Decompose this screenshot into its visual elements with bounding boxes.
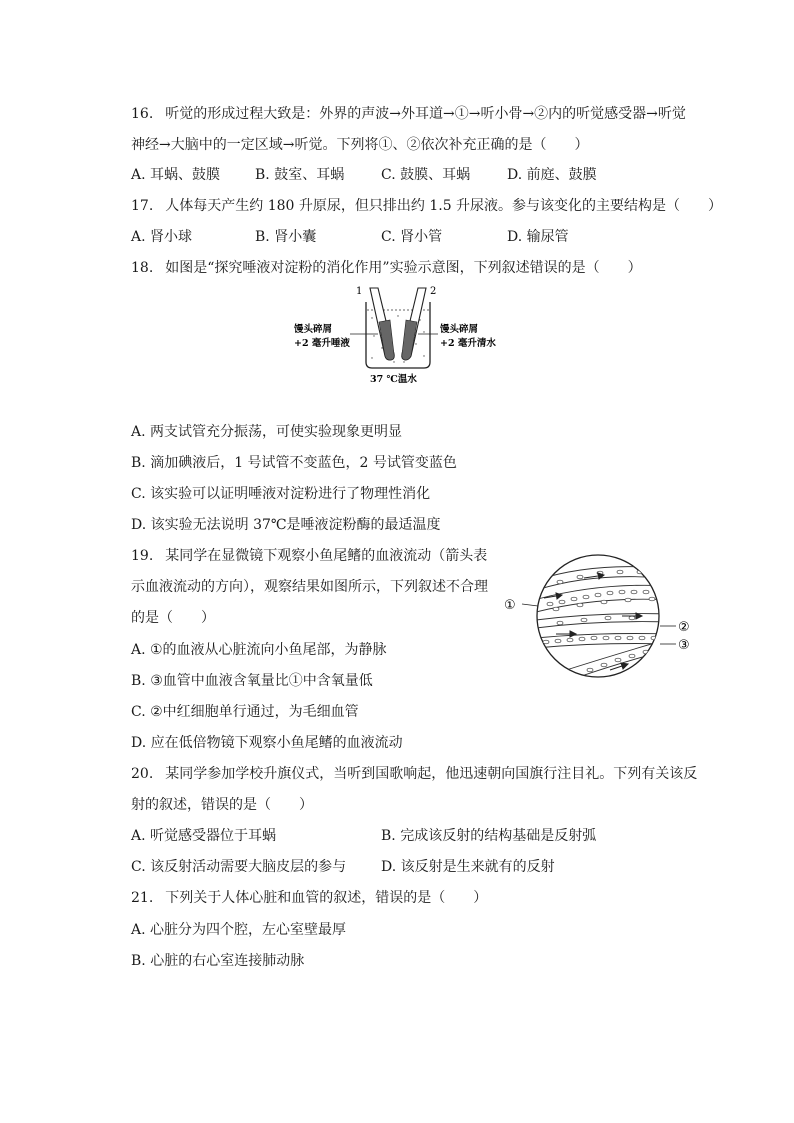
q20-option-b: B. 完成该反射的结构基础是反射弧 (381, 828, 597, 844)
temperature-label: 37 ℃温水 (370, 374, 417, 385)
right-label-a: 馒头碎屑 (440, 324, 479, 335)
q17-option-a: A. 肾小球 (131, 229, 193, 245)
q21-option-a: A. 心脏分为四个腔，左心室壁最厚 (131, 922, 347, 938)
q16-option-b: B. 鼓室、耳蜗 (255, 167, 345, 183)
question-number: 17. (131, 198, 154, 214)
q16-option-a: A. 耳蜗、鼓膜 (131, 167, 221, 183)
question-number: 19. (131, 548, 154, 564)
question-17-line-1: 17. 人体每天产生约 180 升原尿，但只排出约 1.5 升尿液。参与该变化的主要结构是（ ） (131, 198, 723, 214)
q16-option-c: C. 鼓膜、耳蜗 (381, 167, 471, 183)
fish-tail-blood-flow-figure (500, 548, 700, 688)
q20-option-d: D. 该反射是生来就有的反射 (381, 859, 555, 875)
q21-option-b: B. 心脏的右心室连接肺动脉 (131, 953, 305, 969)
tube-1-label: 1 (356, 286, 363, 297)
q18-option-c: C. 该实验可以证明唾液对淀粉进行了物理性消化 (131, 486, 431, 502)
q19-option-c: C. ②中红细胞单行通过，为毛细血管 (131, 704, 359, 720)
starch-digestion-experiment-figure (290, 282, 510, 387)
question-number: 21. (131, 890, 154, 906)
question-number: 16. (131, 106, 154, 122)
right-label-b: +2 毫升清水 (440, 338, 496, 349)
beaker-diagram (290, 282, 510, 387)
test-tube-2 (402, 288, 426, 360)
question-number: 20. (131, 766, 154, 782)
test-tube-1 (370, 288, 394, 360)
q19-option-b: B. ③血管中血液含氧量比①中含氧量低 (131, 673, 373, 689)
question-20-line-2: 射的叙述，错误的是（ ） (131, 797, 313, 813)
leader-1 (522, 604, 538, 606)
question-18-line-1: 18. 如图是“探究唾液对淀粉的消化作用”实验示意图，下列叙述错误的是（ ） (131, 260, 642, 276)
microscope-view (500, 548, 700, 688)
q19-option-d: D. 应在低倍物镜下观察小鱼尾鳍的血液流动 (131, 735, 403, 751)
label-2: ② (678, 620, 690, 635)
question-16-line-1: 16. 听觉的形成过程大致是：外界的声波→外耳道→①→听小骨→②内的听觉感受器→听觉 (131, 106, 686, 122)
q19-option-a: A. ①的血液从心脏流向小鱼尾部，为静脉 (131, 642, 387, 658)
question-19-line-3: 的是（ ） (131, 610, 215, 626)
q18-option-d: D. 该实验无法说明 37℃是唾液淀粉酶的最适温度 (131, 517, 441, 533)
q18-option-a: A. 两支试管充分振荡，可使实验现象更明显 (131, 424, 403, 440)
q17-option-c: C. 肾小管 (381, 229, 443, 245)
question-19-line-1: 19. 某同学在显微镜下观察小鱼尾鳍的血液流动（箭头表 (131, 548, 488, 564)
question-19-line-2: 示血液流动的方向），观察结果如图所示，下列叙述不合理 (131, 579, 488, 595)
q17-option-b: B. 肾小囊 (255, 229, 317, 245)
question-number: 18. (131, 260, 154, 276)
question-16-line-2: 神经→大脑中的一定区域→听觉。下列将①、②依次补充正确的是（ ） (131, 137, 589, 153)
label-1: ① (504, 598, 516, 613)
question-20-line-1: 20. 某同学参加学校升旗仪式，当听到国歌响起，他迅速朝向国旗行注目礼。下列有关该反 (131, 766, 698, 782)
q20-option-c: C. 该反射活动需要大脑皮层的参与 (131, 859, 347, 875)
left-label-a: 馒头碎屑 (294, 324, 333, 335)
q20-option-a: A. 听觉感受器位于耳蜗 (131, 828, 277, 844)
question-21-line-1: 21. 下列关于人体心脏和血管的叙述，错误的是（ ） (131, 890, 488, 906)
label-3: ③ (678, 638, 690, 653)
q16-option-d: D. 前庭、鼓膜 (507, 167, 597, 183)
q17-option-d: D. 输尿管 (507, 229, 569, 245)
tube-2-label: 2 (430, 286, 437, 297)
q18-option-b: B. 滴加碘液后，1 号试管不变蓝色，2 号试管变蓝色 (131, 455, 457, 471)
left-label-b: +2 毫升唾液 (294, 338, 350, 349)
